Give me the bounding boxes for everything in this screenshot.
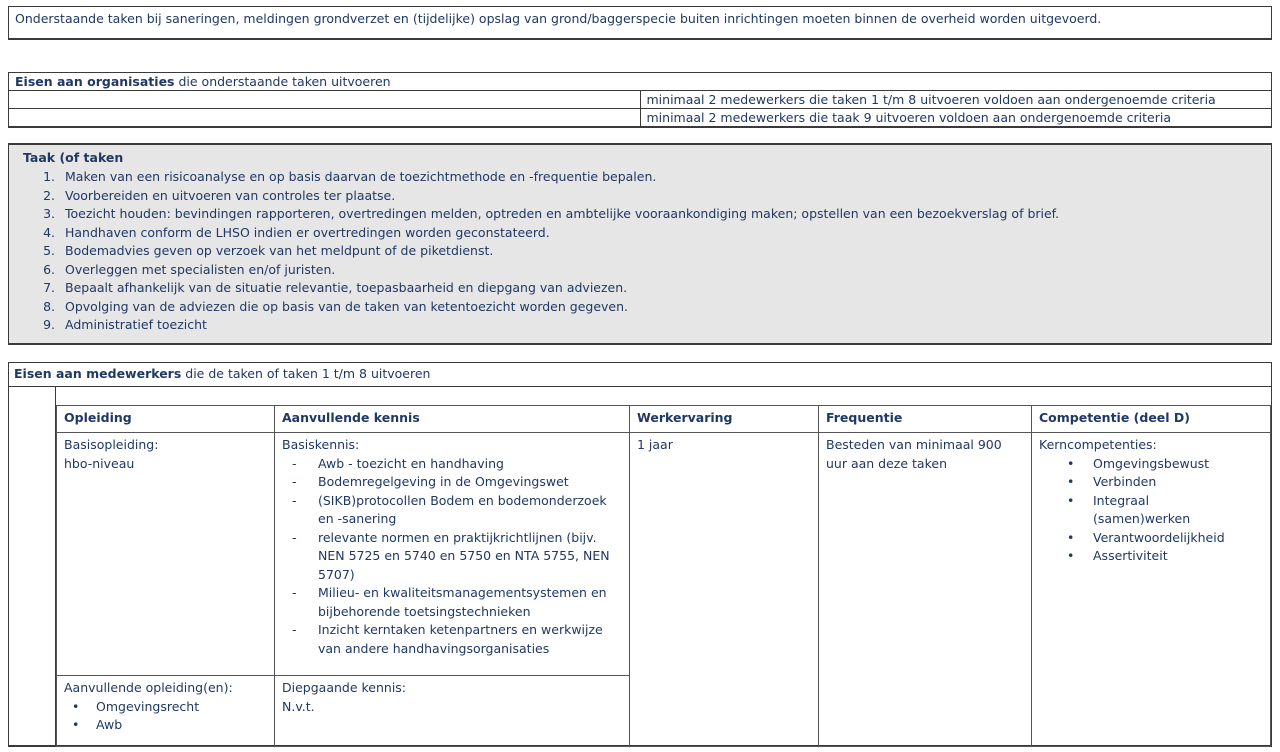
- aanvullende-opleiding-cell: [57, 676, 275, 747]
- list-item: [1039, 547, 1263, 566]
- competentie-item: Integraal (samen)werken: [1093, 492, 1191, 526]
- task-item: 5. Bodemadvies geven op verzoek van het meldpunt of de piketdienst.: [59, 242, 1261, 261]
- basiskennis-item: Awb - toezicht en handhaving: [318, 455, 504, 471]
- list-item: [282, 529, 622, 585]
- list-item: [1039, 455, 1263, 474]
- organisaties-title-bold: Eisen aan organisaties: [15, 74, 175, 89]
- bullet-icon: •: [1067, 529, 1075, 545]
- column-header-werkervaring: Werkervaring: [630, 406, 819, 433]
- basisopleiding-cell: [57, 433, 275, 676]
- organisaties-table: [8, 72, 1272, 128]
- column-header-frequentie: Frequentie: [819, 406, 1032, 433]
- organisaties-title-row: [9, 73, 1272, 91]
- basiskennis-item: (SIKB)protocollen Bodem en bodemonderzoek en -sanering: [318, 492, 607, 526]
- aanvullende-opleiding-label: Aanvullende opleiding(en):: [64, 680, 233, 695]
- competentie-item: Omgevingsbewust: [1093, 455, 1210, 471]
- medewerkers-title-rest: die de taken of taken 1 t/m 8 uitvoeren: [181, 366, 431, 381]
- basiskennis-item: Bodemregelgeving in de Omgevingswet: [318, 474, 569, 489]
- list-item: [1039, 492, 1263, 529]
- column-header-competentie: Competentie (deel D): [1032, 406, 1271, 433]
- competentie-item: Verantwoordelijkheid: [1093, 529, 1225, 545]
- list-item: [64, 716, 267, 735]
- bullet-icon: •: [72, 717, 80, 732]
- task-item: 4. Handhaven conform de LHSO indien er overtredingen worden geconstateerd.: [59, 224, 1261, 243]
- bullet-icon: -: [292, 492, 297, 508]
- bullet-icon: •: [1067, 474, 1075, 489]
- column-header-aanvullende-kennis: Aanvullende kennis: [275, 406, 630, 433]
- diepgaande-kennis-value: N.v.t.: [282, 698, 315, 714]
- list-item: [282, 492, 622, 529]
- basiskennis-item: Inzicht kerntaken ketenpartners en werkwijze van andere handhavingsorganisaties: [318, 622, 603, 656]
- bullet-icon: -: [292, 455, 297, 471]
- list-item: [282, 473, 622, 492]
- intro-box: [8, 6, 1272, 40]
- task-item: 1. Maken van een risicoanalyse en op basis daarvan de toezichtmethode en -frequentie bepalen.: [59, 168, 1261, 187]
- task-item: 2. Voorbereiden en uitvoeren van controles ter plaatse.: [59, 187, 1261, 206]
- task-item: 9. Administratief toezicht: [59, 316, 1261, 335]
- organisaties-row-2-text: minimaal 2 medewerkers die taak 9 uitvoeren voldoen aan ondergenoemde criteria: [640, 109, 1272, 128]
- column-header-opleiding: Opleiding: [57, 406, 275, 433]
- list-item: [64, 698, 267, 717]
- aanvullende-opleiding-item: Awb: [96, 717, 123, 732]
- task-list: [19, 168, 1261, 335]
- medewerkers-title-bold: Eisen aan medewerkers: [14, 366, 182, 381]
- medewerkers-table: [8, 362, 1272, 747]
- competentie-item: Assertiviteit: [1093, 548, 1168, 563]
- organisaties-title-rest: die onderstaande taken uitvoeren: [174, 74, 391, 89]
- basiskennis-label: Basiskennis:: [282, 437, 360, 452]
- criteria-table: [56, 405, 1271, 747]
- intro-text: Onderstaande taken bij saneringen, meldingen grondverzet en (tijdelijke) opslag van grond/baggerspecie buiten inrichtingen moeten binnen de overheid worden uitgevoerd.: [15, 11, 1102, 26]
- task-item: 7. Bepaalt afhankelijk van de situatie relevantie, toepasbaarheid en diepgang van adviezen.: [59, 279, 1261, 298]
- organisaties-row-1-empty-cell: [9, 91, 641, 109]
- medewerkers-title-row: [9, 363, 1271, 387]
- competentie-item: Verbinden: [1093, 474, 1157, 489]
- diepgaande-kennis-label: Diepgaande kennis:: [282, 680, 407, 695]
- organisaties-row-1-text: minimaal 2 medewerkers die taken 1 t/m 8 uitvoeren voldoen aan ondergenoemde criteria: [640, 91, 1272, 109]
- organisaties-title-cell: [9, 73, 1272, 91]
- criteria-body-row-1: [57, 433, 1271, 676]
- bullet-icon: -: [292, 474, 297, 489]
- list-item: [282, 584, 622, 621]
- task-item: 8. Opvolging van de adviezen die op basis van de taken van ketentoezicht worden gegeven.: [59, 298, 1261, 317]
- werkervaring-cell: 1 jaar: [630, 433, 819, 747]
- bullet-icon: -: [292, 585, 297, 600]
- task-item: 3. Toezicht houden: bevindingen rapporteren, overtredingen melden, optreden en ambtelijke vooraankondiging maken; opstellen van een bezoekverslag of brief.: [59, 205, 1261, 224]
- bullet-icon: -: [292, 529, 297, 545]
- competentie-cell: [1032, 433, 1271, 747]
- bullet-icon: •: [1067, 492, 1075, 508]
- basiskennis-item: Milieu- en kwaliteitsmanagementsystemen en bijbehorende toetsingstechnieken: [318, 585, 607, 619]
- medewerkers-content: [56, 387, 1271, 747]
- list-item: [1039, 473, 1263, 492]
- taken-box: [8, 143, 1272, 345]
- organisaties-row-2-empty-cell: [9, 109, 641, 128]
- organisaties-row-2: [9, 109, 1272, 128]
- list-item: [282, 455, 622, 474]
- bullet-icon: •: [1067, 455, 1075, 471]
- diepgaande-kennis-cell: [275, 676, 630, 747]
- list-item: [282, 621, 622, 658]
- bullet-icon: -: [292, 622, 297, 637]
- bullet-icon: •: [72, 698, 80, 714]
- frequentie-cell: Besteden van minimaal 900 uur aan deze taken: [819, 433, 1032, 747]
- basiskennis-cell: [275, 433, 630, 676]
- basisopleiding-label: Basisopleiding:: [64, 437, 159, 452]
- criteria-header-row: [57, 406, 1271, 433]
- aanvullende-opleiding-item: Omgevingsrecht: [96, 698, 200, 714]
- medewerkers-narrow-column: [9, 387, 56, 747]
- taken-title: Taak (of taken: [23, 150, 124, 165]
- list-item: [1039, 529, 1263, 548]
- kerncompetenties-label: Kerncompetenties:: [1039, 437, 1157, 452]
- basisopleiding-value: hbo-niveau: [64, 455, 135, 471]
- basiskennis-item: relevante normen en praktijkrichtlijnen (bijv. NEN 5725 en 5740 en 5750 en NTA 5755, NEN 5707): [318, 529, 610, 582]
- organisaties-row-1: [9, 91, 1272, 109]
- medewerkers-body: [9, 387, 1271, 747]
- task-item: 6. Overleggen met specialisten en/of juristen.: [59, 261, 1261, 280]
- bullet-icon: •: [1067, 548, 1075, 563]
